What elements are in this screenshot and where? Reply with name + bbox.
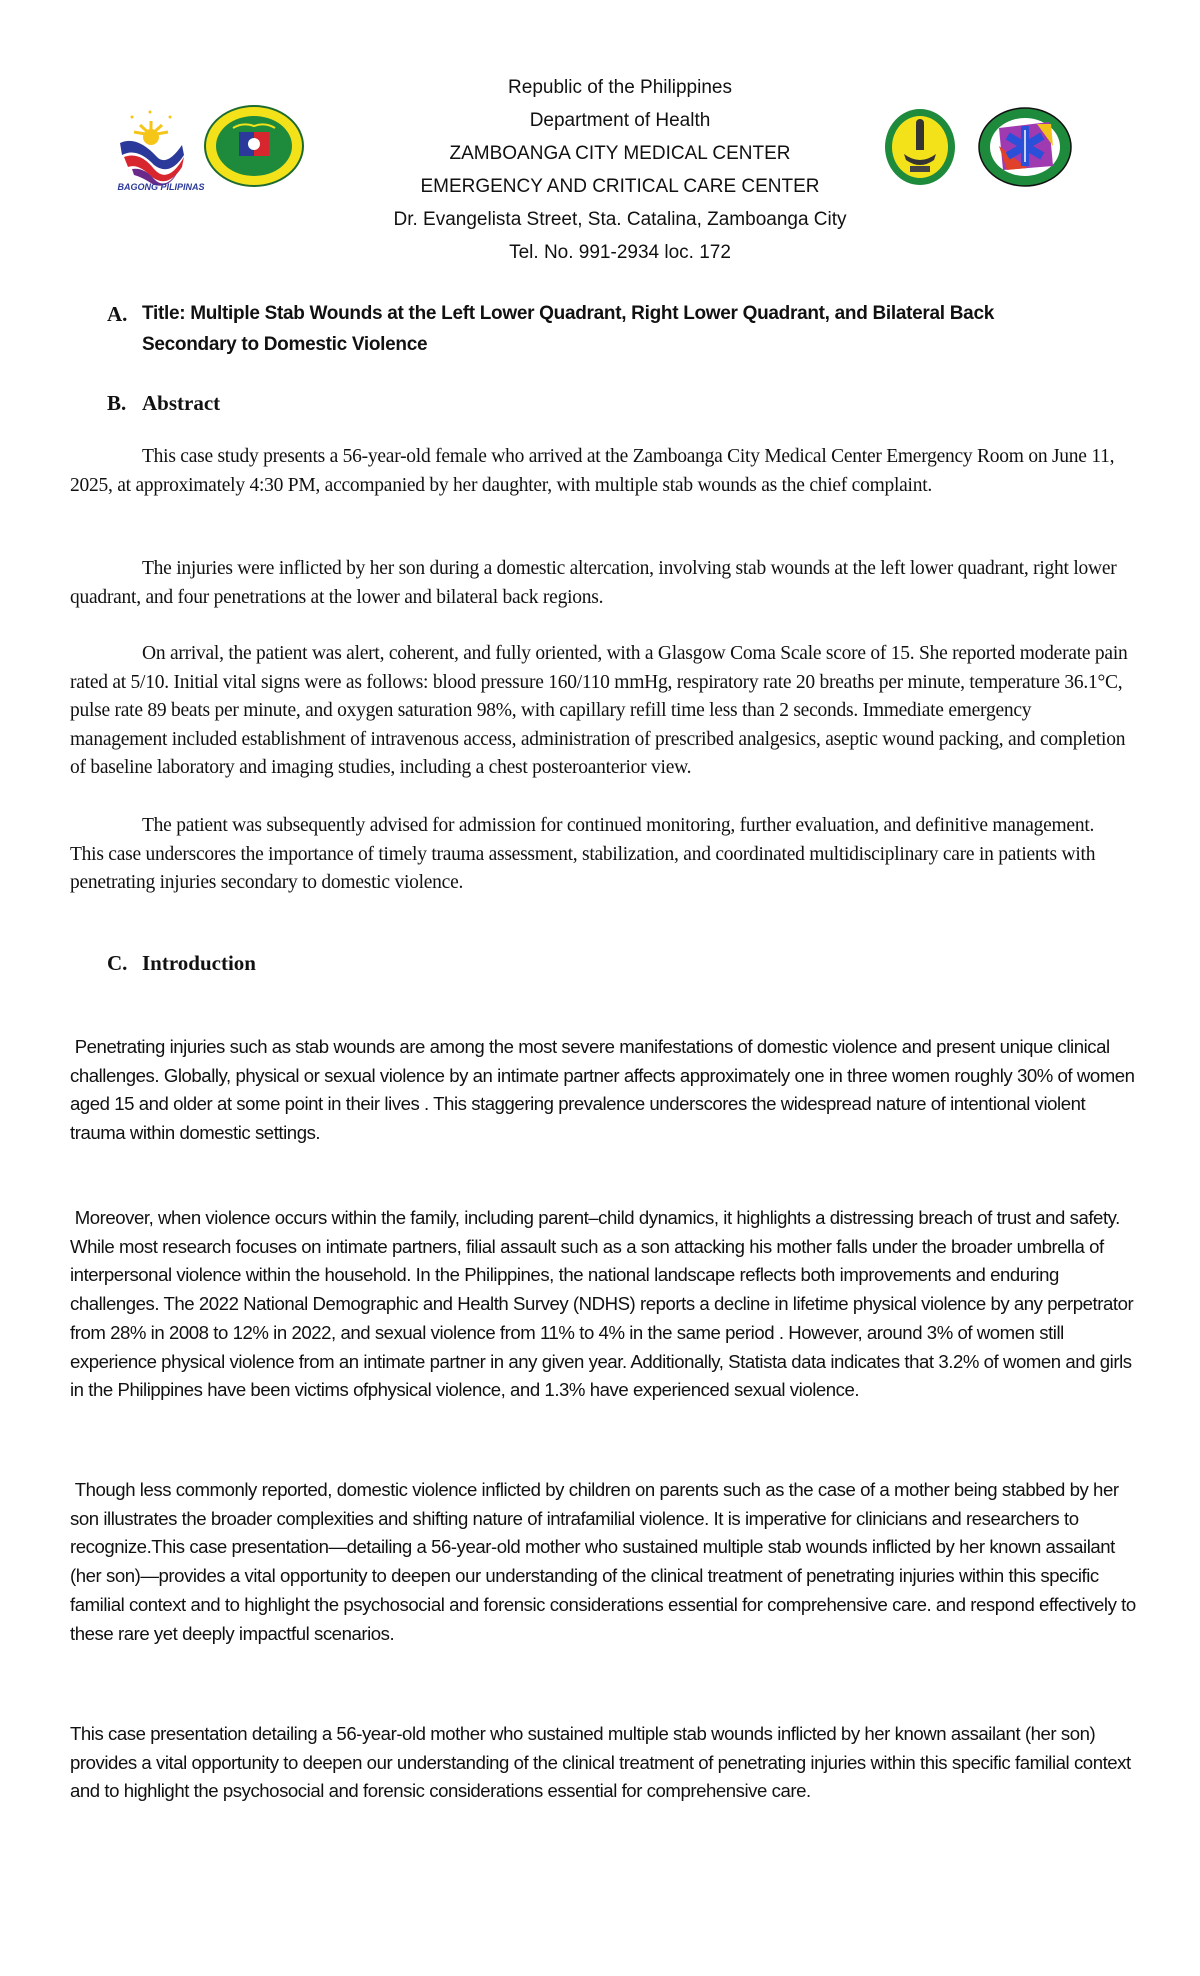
doh-seal-icon bbox=[203, 104, 305, 188]
letterhead-department: Department of Health bbox=[529, 110, 711, 131]
case-title-line-2: Secondary to Domestic Violence bbox=[142, 334, 428, 355]
bagong-pilipinas-label: BAGONG PILIPINAS bbox=[117, 182, 205, 192]
letterhead-phone: Tel. No. 991-2934 loc. 172 bbox=[509, 242, 731, 263]
bagong-pilipinas-logo bbox=[112, 105, 212, 195]
introduction-paragraph: Penetrating injuries such as stab wounds are among the most severe manifestations of domestic violence and present unique clinical challenges. Globally, physical or sexual violence by an intimate partner affects approximately one in three women roughly 30% of women aged 15 and older at some point in their lives . This staggering prevalence underscores the widespread nature of intentional violent trauma within domestic settings. bbox=[70, 1036, 1140, 1144]
abstract-paragraph bbox=[70, 812, 1132, 898]
abstract-paragraph-text: On arrival, the patient was alert, coherent, and fully oriented, with a Glasgow Coma Scale score of 15. She reported moderate pain rated at 5/10. Initial vital signs were as follows: blood pressure 160/110 mmHg, respiratory rate 20 breaths per minute, temperature 36.1°C, pulse rate 89 beats per minute, and oxygen saturation 98%, with capillary refill time less than 2 seconds. Immediate emergency management included establishment of intravenous access, administration of prescribed analgesics, aseptic wound packing, and completion of baseline laboratory and imaging studies, including a chest posteroanterior view. bbox=[70, 643, 1128, 778]
abstract-paragraph-text: The injuries were inflicted by her son during a domestic altercation, involving stab wounds at the left lower quadrant, right lower quadrant, and four penetrations at the lower and bilateral back regions. bbox=[70, 558, 1117, 608]
abstract-paragraph-text: The patient was subsequently advised for admission for continued monitoring, further evaluation, and definitive management. This case underscores the importance of timely trauma assessment, stabilization, and coordinated multidisciplinary care in patients with penetrating injuries secondary to domestic violence. bbox=[70, 815, 1096, 893]
abstract-paragraph bbox=[70, 443, 1132, 500]
abstract-paragraph-text: This case study presents a 56-year-old female who arrived at the Zamboanga City Medical Center Emergency Room on June 11, 2025, at approximately 4:30 PM, accompanied by her daughter, with multiple stab wounds as the chief complaint. bbox=[70, 446, 1115, 496]
case-title-line-1: Title: Multiple Stab Wounds at the Left Lower Quadrant, Right Lower Quadrant, and Bilateral Back bbox=[142, 303, 994, 324]
abstract-paragraph bbox=[70, 555, 1132, 612]
section-a-letter: A. bbox=[107, 302, 128, 326]
star-of-life-seal-icon bbox=[977, 106, 1073, 188]
letterhead-country: Republic of the Philippines bbox=[508, 77, 732, 98]
section-b-letter: B. bbox=[107, 391, 127, 415]
introduction-paragraph: This case presentation detailing a 56-year-old mother who sustained multiple stab wounds inflicted by her known assailant (her son) provides a vital opportunity to deepen our understanding of the clinical treatment of penetrating injuries within this specific familial context and to highlight the psychosocial and forensic considerations essential for comprehensive care. bbox=[70, 1723, 1136, 1802]
introduction-heading: Introduction bbox=[142, 951, 256, 975]
doh-seal bbox=[203, 104, 305, 188]
letterhead-address: Dr. Evangelista Street, Sta. Catalina, Zamboanga City bbox=[393, 209, 847, 230]
abstract-heading: Abstract bbox=[142, 391, 221, 415]
abstract-paragraph bbox=[70, 640, 1132, 783]
letterhead-hospital: ZAMBOANGA CITY MEDICAL CENTER bbox=[449, 143, 791, 164]
letterhead-unit: EMERGENCY AND CRITICAL CARE CENTER bbox=[420, 176, 820, 197]
introduction-paragraph: Moreover, when violence occurs within the family, including parent–child dynamics, it highlights a distressing breach of trust and safety. While most research focuses on intimate partners, filial assault such as a son attacking his mother falls under the broader umbrella of interpersonal violence within the household. In the Philippines, the national landscape reflects both improvements and enduring challenges. The 2022 National Demographic and Health Survey (NDHS) reports a decline in lifetime physical violence by any perpetrator from 28% in 2008 to 12% in 2022, and sexual violence from 11% to 4% in the same period . However, around 3% of women still experience physical violence from an intimate partner in any given year. Additionally, Statista data indicates that 3.2% of women and girls in the Philippines have been victims ofphysical violence, and 1.3% have experienced sexual violence. bbox=[70, 1207, 1138, 1401]
zcmc-emergency-department-seal bbox=[977, 106, 1073, 188]
section-c-letter: C. bbox=[107, 951, 128, 975]
introduction-paragraph: Though less commonly reported, domestic violence inflicted by children on parents such as the case of a mother being stabbed by her son illustrates the broader complexities and shifting nature of intrafamilial violence. It is imperative for clinicians and researchers to recognize.This case presentation—detailing a 56-year-old mother who sustained multiple stab wounds inflicted by her known assailant (her son)—provides a vital opportunity to deepen our understanding of the clinical treatment of penetrating injuries within this specific familial context and to highlight the psychosocial and forensic considerations essential for comprehensive care. and respond effectively to these rare yet deeply impactful scenarios. bbox=[70, 1479, 1141, 1644]
